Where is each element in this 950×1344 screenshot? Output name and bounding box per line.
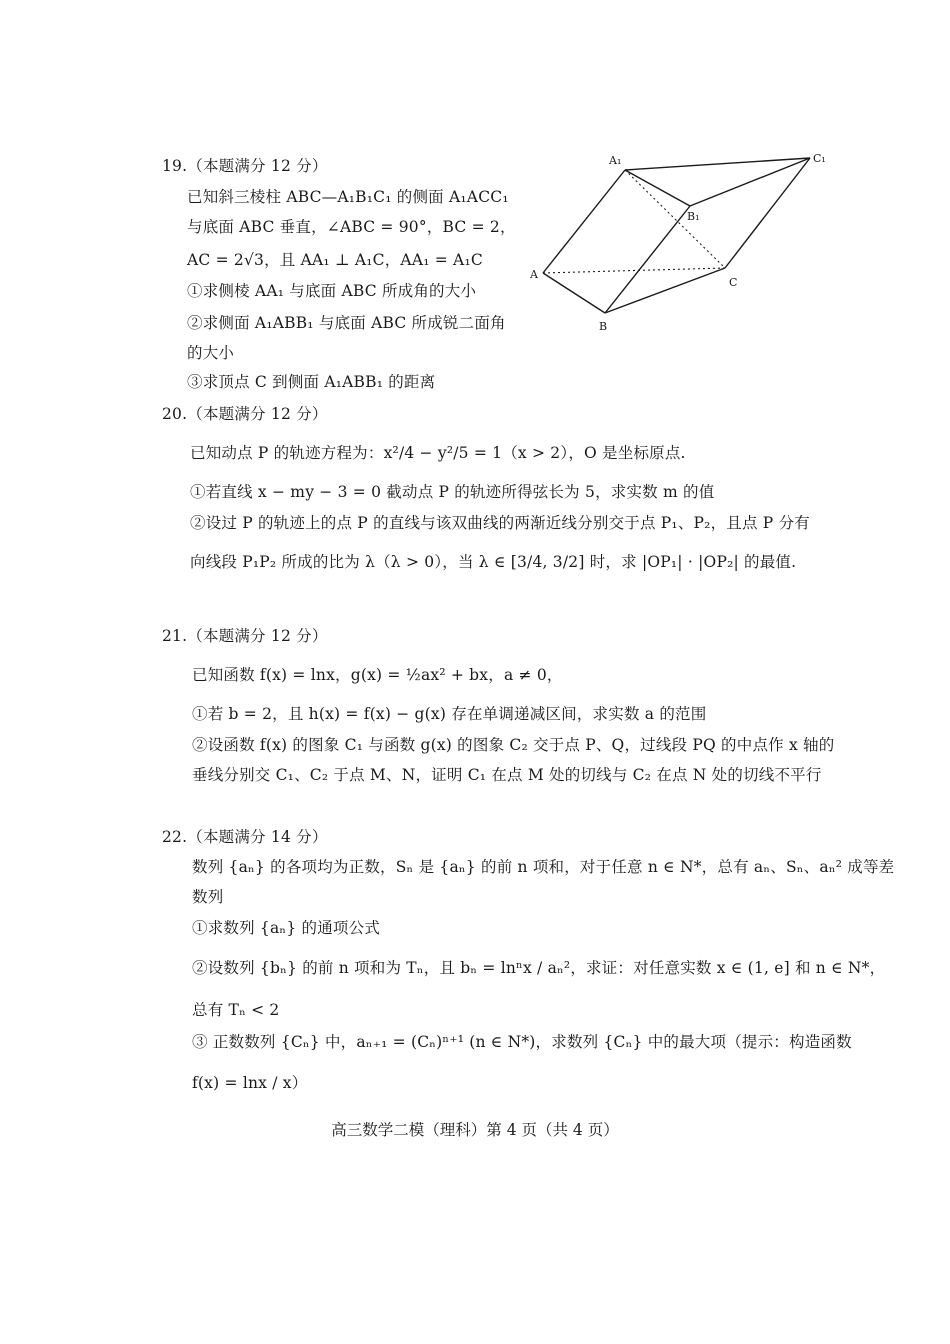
q19-heading: 19.（本题满分 12 分）: [162, 157, 328, 175]
q20-line-2: ①若直线 x − my − 3 = 0 截动点 P 的轨迹所得弦长为 5，求实数 m 的值: [190, 483, 715, 501]
q21-heading: 21.（本题满分 12 分）: [162, 627, 328, 645]
prism-figure: [525, 148, 845, 338]
q19-line-2: 与底面 ABC 垂直，∠ABC = 90°，BC = 2，: [187, 218, 516, 236]
edge-a-c-hidden: [543, 268, 725, 273]
q20-heading: 20.（本题满分 12 分）: [162, 405, 328, 423]
q22-line-6: ③ 正数数列 {Cₙ} 中，aₙ₊₁ = (Cₙ)ⁿ⁺¹ (n ∈ N*)，求数列 {Cₙ} 中的最大项（提示：构造函数: [192, 1033, 852, 1051]
q20-line-1: 已知动点 P 的轨迹方程为：x²/4 − y²/5 = 1（x > 2），O 是坐标原点.: [190, 444, 686, 462]
q22-line-2: 数列: [192, 888, 224, 906]
q20-line-3: ②设过 P 的轨迹上的点 P 的直线与该双曲线的两渐近线分别交于点 P₁、P₂，且点 P 分有: [190, 514, 810, 532]
edge-a1-b1: [625, 170, 690, 206]
edge-a1-c1: [625, 158, 810, 170]
q21-line-4: 垂线分别交 C₁、C₂ 于点 M、N，证明 C₁ 在点 M 处的切线与 C₂ 在点 N 处的切线不平行: [192, 766, 822, 784]
edge-a1-c-hidden: [625, 170, 725, 268]
label-a: A: [530, 268, 538, 281]
q22-line-5: 总有 Tₙ < 2: [192, 1001, 280, 1019]
q21-line-2: ①若 b = 2，且 h(x) = f(x) − g(x) 存在单调递减区间，求实数 a 的范围: [192, 705, 707, 723]
label-b: B: [599, 320, 608, 333]
q21-line-3: ②设函数 f(x) 的图象 C₁ 与函数 g(x) 的图象 C₂ 交于点 P、Q，过线段 PQ 的中点作 x 轴的: [192, 736, 835, 754]
q19-line-3: AC = 2√3，且 AA₁ ⊥ A₁C，AA₁ = A₁C: [187, 251, 483, 269]
q21-line-1: 已知函数 f(x) = lnx，g(x) = ½ax² + bx，a ≠ 0，: [192, 666, 563, 684]
q20-line-4: 向线段 P₁P₂ 所成的比为 λ（λ > 0），当 λ ∈ [3/4, 3/2] 时，求 |OP₁| · |OP₂| 的最值.: [190, 553, 797, 571]
label-b1: B₁: [687, 210, 700, 223]
q19-line-1: 已知斜三棱柱 ABC—A₁B₁C₁ 的侧面 A₁ACC₁: [187, 188, 509, 206]
q22-line-3: ①求数列 {aₙ} 的通项公式: [192, 919, 381, 937]
q22-heading: 22.（本题满分 14 分）: [162, 828, 328, 846]
q22-line-1: 数列 {aₙ} 的各项均为正数，Sₙ 是 {aₙ} 的前 n 项和，对于任意 n ∈ N*，总有 aₙ、Sₙ、aₙ² 成等差: [192, 858, 895, 876]
q22-line-4: ②设数列 {bₙ} 的前 n 项和为 Tₙ，且 bₙ = lnⁿx / aₙ²，求证：对任意实数 x ∈ (1, e] 和 n ∈ N*，: [192, 959, 886, 977]
edge-a-b: [543, 273, 605, 313]
q22-line-7: f(x) = lnx / x）: [192, 1074, 308, 1092]
label-c1: C₁: [813, 152, 826, 165]
q19-line-6: 的大小: [187, 344, 235, 362]
label-c: C: [729, 276, 738, 289]
q19-line-7: ③求顶点 C 到侧面 A₁ABB₁ 的距离: [187, 373, 436, 391]
q19-line-5: ②求侧面 A₁ABB₁ 与底面 ABC 所成锐二面角: [187, 314, 506, 332]
label-a1: A₁: [609, 154, 622, 167]
page-footer: 高三数学二模（理科）第 4 页（共 4 页）: [331, 1121, 619, 1139]
q19-line-4: ①求侧棱 AA₁ 与底面 ABC 所成角的大小: [187, 282, 477, 300]
edge-a-a1: [543, 170, 625, 273]
